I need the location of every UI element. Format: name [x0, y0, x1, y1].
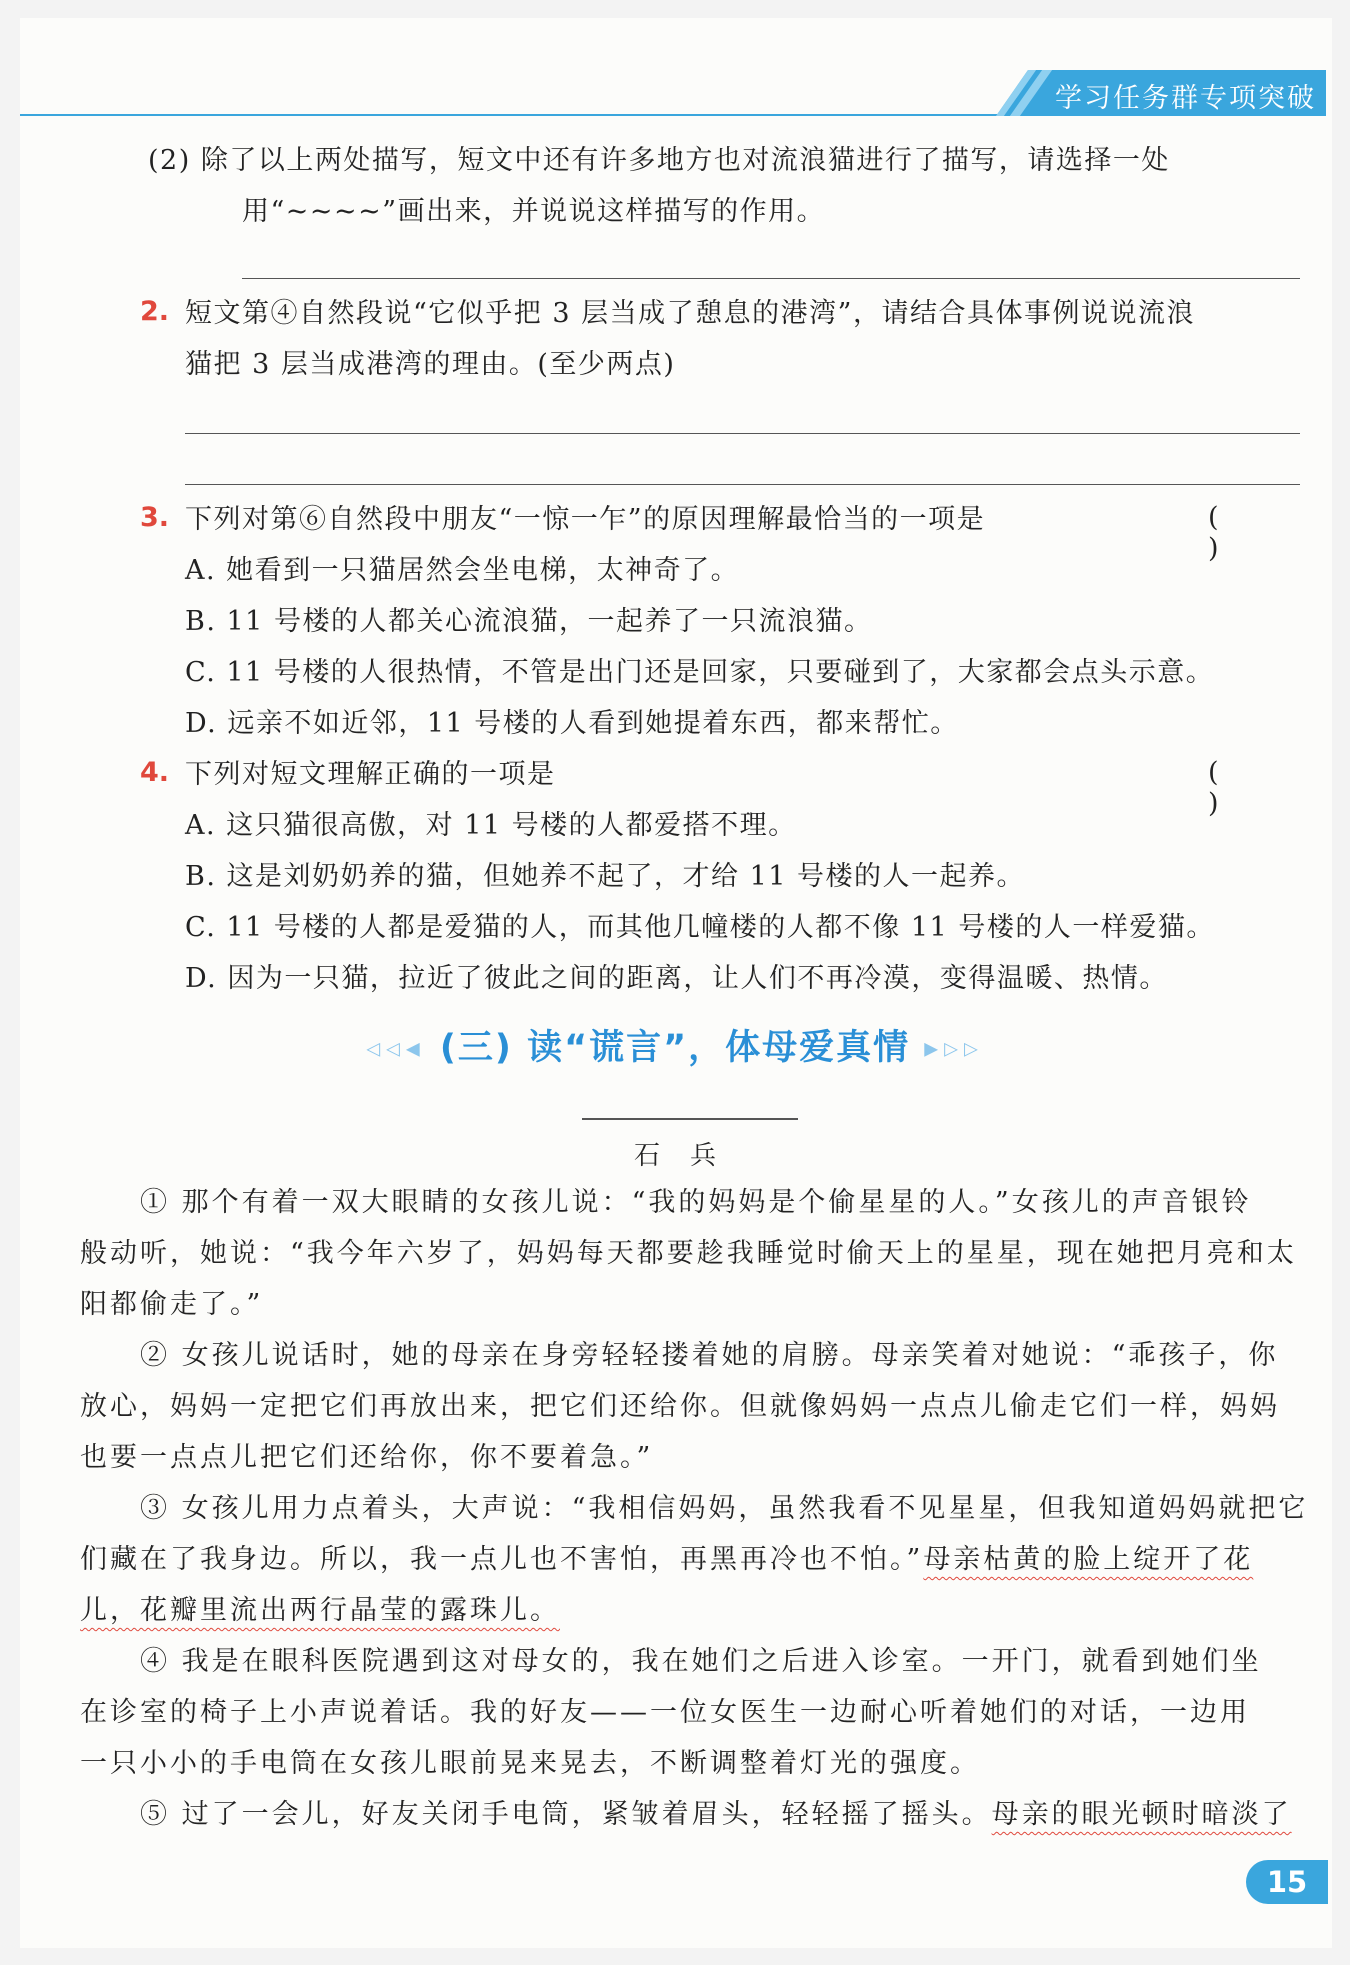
- q1-part2-line1: (2) 除了以上两处描写，短文中还有许多地方也对流浪猫进行了描写，请选择一处: [148, 145, 1170, 176]
- header-tag: 学习任务群专项突破: [1055, 83, 1316, 114]
- p5-underlined-text: 母亲的眼光顿时暗淡了: [991, 1799, 1292, 1830]
- q4-option-a: A. 这只猫很高傲，对 11 号楼的人都爱搭不理。: [185, 810, 797, 841]
- p3-underlined-text-cont: 儿，花瓣里流出两行晶莹的露珠儿。: [80, 1595, 560, 1626]
- p1-line1: ① 那个有着一双大眼睛的女孩儿说：“我的妈妈是个偷星星的人。”女孩儿的声音银铃: [140, 1187, 1252, 1218]
- p3-underlined-text: 母亲枯黄的脸上绽开了花: [923, 1544, 1254, 1575]
- q2-line2: 猫把 3 层当成港湾的理由。(至少两点): [185, 349, 676, 380]
- section-title-text: (三) 读“谎言”，体母爱真情: [439, 1028, 911, 1068]
- p4-line1: ④ 我是在眼科医院遇到这对母女的，我在她们之后进入诊室。一开门，就看到她们坐: [140, 1646, 1262, 1677]
- p5-line1-text: ⑤ 过了一会儿，好友关闭手电筒，紧皱着眉头，轻轻摇了摇头。: [140, 1799, 992, 1830]
- right-arrows-icon: ▶▷▷: [924, 1038, 984, 1060]
- section-title: [0, 1020, 1350, 1070]
- p2-line2: 放心，妈妈一定把它们再放出来，把它们还给你。但就像妈妈一点点儿偷走它们一样，妈妈: [80, 1391, 1280, 1422]
- question-number-2: 2.: [140, 296, 170, 327]
- q4-stem: 下列对短文理解正确的一项是: [185, 759, 556, 790]
- left-arrows-icon: ◁◁◀: [366, 1038, 426, 1060]
- question-number-3: 3.: [140, 502, 170, 533]
- article-author: 石兵: [633, 1141, 746, 1171]
- question-number-4: 4.: [140, 757, 170, 788]
- q3-option-b: B. 11 号楼的人都关心流浪猫，一起养了一只流浪猫。: [185, 606, 873, 637]
- article-title-blank: [582, 1118, 798, 1120]
- p3-line3: [80, 1593, 560, 1629]
- answer-line[interactable]: [242, 278, 1300, 279]
- q4-option-c: C. 11 号楼的人都是爱猫的人，而其他几幢楼的人都不像 11 号楼的人一样爱猫。: [185, 912, 1215, 943]
- p5-line1: [140, 1797, 1292, 1833]
- q3-option-c: C. 11 号楼的人很热情，不管是出门还是回家，只要碰到了，大家都会点头示意。: [185, 657, 1215, 688]
- p2-line3: 也要一点点儿把它们还给你，你不要着急。”: [80, 1442, 654, 1473]
- p1-line3: 阳都偷走了。”: [80, 1289, 264, 1320]
- q3-answer-paren[interactable]: ( ): [1208, 502, 1267, 564]
- p3-line2-text: 们藏在了我身边。所以，我一点儿也不害怕，再黑再冷也不怕。”: [80, 1544, 924, 1575]
- q3-option-a: A. 她看到一只猫居然会坐电梯，太神奇了。: [185, 555, 740, 586]
- q4-answer-paren[interactable]: ( ): [1208, 757, 1267, 819]
- page-number: 15: [1246, 1860, 1328, 1904]
- p2-line1: ② 女孩儿说话时，她的母亲在身旁轻轻搂着她的肩膀。母亲笑着对她说：“乖孩子，你: [140, 1340, 1279, 1371]
- p4-line3: 一只小小的手电筒在女孩儿眼前晃来晃去，不断调整着灯光的强度。: [80, 1748, 980, 1779]
- answer-line[interactable]: [185, 484, 1300, 485]
- q4-option-d: D. 因为一只猫，拉近了彼此之间的距离，让人们不再冷漠，变得温暖、热情。: [185, 963, 1168, 994]
- q4-option-b: B. 这是刘奶奶养的猫，但她养不起了，才给 11 号楼的人一起养。: [185, 861, 1026, 892]
- q3-stem: 下列对第⑥自然段中朋友“一惊一乍”的原因理解最恰当的一项是: [185, 504, 986, 535]
- q1-part2-line2: 用“~~~~”画出来，并说说这样描写的作用。: [242, 196, 826, 227]
- p1-line2: 般动听，她说：“我今年六岁了，妈妈每天都要趁我睡觉时偷天上的星星，现在她把月亮和太: [80, 1238, 1297, 1269]
- p4-line2: 在诊室的椅子上小声说着话。我的好友——一位女医生一边耐心听着她们的对话，一边用: [80, 1697, 1250, 1728]
- q3-option-d: D. 远亲不如近邻，11 号楼的人看到她提着东西，都来帮忙。: [185, 708, 959, 739]
- answer-line[interactable]: [185, 433, 1300, 434]
- q2-line1: 短文第④自然段说“它似乎把 3 层当成了憩息的港湾”，请结合具体事例说说流浪: [185, 298, 1195, 329]
- p3-line1: ③ 女孩儿用力点着头，大声说：“我相信妈妈，虽然我看不见星星，但我知道妈妈就把它: [140, 1493, 1309, 1524]
- p3-line2: [80, 1542, 1253, 1578]
